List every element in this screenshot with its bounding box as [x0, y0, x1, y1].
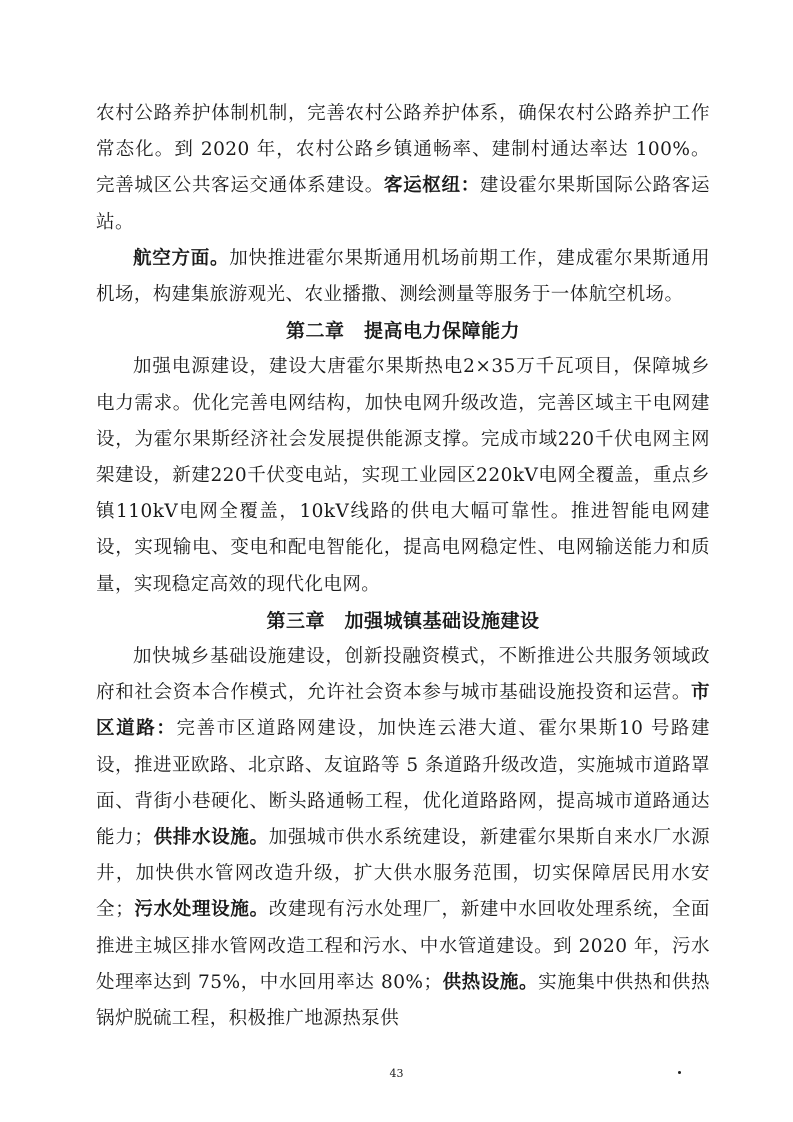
heading-passenger-hub: 客运枢纽：: [383, 175, 480, 197]
chapter-3-title: 第三章 加强城镇基础设施建设: [266, 609, 540, 632]
chapter-2-title: 第二章 提高电力保障能力: [285, 320, 520, 343]
heading-aviation: 航空方面。: [133, 247, 230, 269]
heading-urban-roads: 市区道路：: [96, 682, 710, 740]
paragraph-rural-roads: [96, 96, 710, 241]
paragraph-infrastructure: [96, 639, 710, 1037]
paragraph-text: 实施集中供热和供热锅炉脱硫工程，积极推广地源热泵供: [96, 971, 710, 1030]
paragraph-text: 加快城乡基础设施建设，创新投融资模式，不断推进公共服务领域政府和社会资本合作模式，允许社会资本参与城市基础设施投资和运营。: [96, 646, 710, 704]
paragraph-text: 农村公路养护体制机制，完善农村公路养护体系，确保农村公路养护工作常态化。到 2020 年，农村公路乡镇通畅率、建制村通达率达 100%。完善城区公共客运交通体系建设。: [96, 103, 710, 197]
paragraph-text: 改建现有污水处理厂，新建中水回收处理系统，全面推进主城区排水管网改造工程和污水、中水管道建设。到 2020 年，污水处理率达到 75%，中水回用率达 80%；: [96, 899, 710, 993]
paragraph-power: 加强电源建设，建设大唐霍尔果斯热电2×35万千瓦项目，保障城乡电力需求。优化完善电网结构，加快电网升级改造，完善区域主干电网建设，为霍尔果斯经济社会发展提供能源支撑。完成市域220千伏电网主网架建设，新建220千伏变电站，实现工业园区220kV电网全覆盖，重点乡镇110kV电网全覆盖，10kV线路的供电大幅可靠性。推进智能电网建设，实现输电、变电和配电智能化，提高电网稳定性、电网输送能力和质量，实现稳定高效的现代化电网。: [96, 356, 710, 595]
heading-sewage: 污水处理设施。: [134, 899, 269, 921]
paragraph-text: 加快推进霍尔果斯通用机场前期工作，建成霍尔果斯通用机场，构建集旅游观光、农业播撒、测绘测量等服务于一体航空机场。: [96, 247, 710, 306]
paragraph-aviation: [96, 241, 710, 313]
footer-dot: [678, 1071, 681, 1074]
paragraph-text: 完善市区道路网建设，加快连云港大道、霍尔果斯10 号路建设，推进亚欧路、北京路、友谊路等 5 条道路升级改造，实施城市道路罩面、背街小巷硬化、断头路通畅工程，优化道路路网，提高城市道路通达能力；: [96, 718, 710, 849]
heading-heating: 供热设施。: [442, 971, 539, 993]
heading-water-supply: 供排水设施。: [153, 827, 269, 849]
document-page: [96, 96, 710, 1037]
paragraph-text: 建设霍尔果斯国际公路客运站。: [96, 175, 710, 233]
paragraph-text: 加强城市供水系统建设，新建霍尔果斯自来水厂水源井，加快供水管网改造升级，扩大供水服务范围，切实保障居民用水安全；: [96, 827, 710, 921]
page-number: 43: [389, 1067, 404, 1080]
